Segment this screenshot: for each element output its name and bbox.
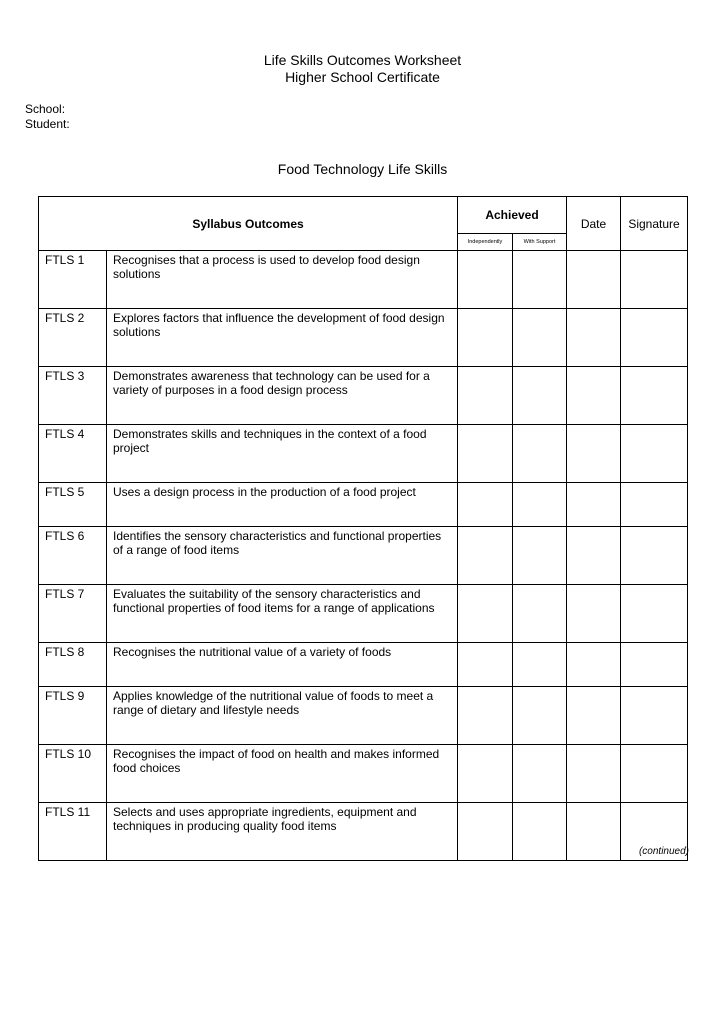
outcome-code: FTLS 9 xyxy=(39,687,107,745)
worksheet-title: Life Skills Outcomes Worksheet xyxy=(263,52,462,68)
outcome-description: Uses a design process in the production of a food project xyxy=(107,483,458,527)
signature-cell[interactable] xyxy=(621,367,688,425)
table-row xyxy=(39,585,688,643)
independently-header: Independently xyxy=(458,234,513,251)
with-support-cell[interactable] xyxy=(513,687,567,745)
independently-cell[interactable] xyxy=(458,425,513,483)
signature-cell[interactable] xyxy=(621,643,688,687)
outcome-code: FTLS 8 xyxy=(39,643,107,687)
outcome-code: FTLS 2 xyxy=(39,309,107,367)
outcome-description: Recognises that a process is used to develop food design solutions xyxy=(107,251,458,309)
independently-cell[interactable] xyxy=(458,585,513,643)
outcome-description: Recognises the impact of food on health and makes informed food choices xyxy=(107,745,458,803)
independently-cell[interactable] xyxy=(458,745,513,803)
date-cell[interactable] xyxy=(567,687,621,745)
worksheet-subtitle: Higher School Certificate xyxy=(285,69,440,85)
outcome-description: Selects and uses appropriate ingredients, equipment and techniques in producing quality food items xyxy=(107,803,458,861)
outcomes-table xyxy=(38,196,688,861)
date-cell[interactable] xyxy=(567,367,621,425)
independently-cell[interactable] xyxy=(458,367,513,425)
date-cell[interactable] xyxy=(567,585,621,643)
independently-cell[interactable] xyxy=(458,643,513,687)
outcome-code: FTLS 4 xyxy=(39,425,107,483)
signature-cell[interactable] xyxy=(621,425,688,483)
date-cell[interactable] xyxy=(567,745,621,803)
with-support-cell[interactable] xyxy=(513,585,567,643)
signature-cell[interactable] xyxy=(621,251,688,309)
section-title: Food Technology Life Skills xyxy=(277,161,448,177)
table-row xyxy=(39,309,688,367)
with-support-cell[interactable] xyxy=(513,643,567,687)
with-support-cell[interactable] xyxy=(513,483,567,527)
signature-cell[interactable] xyxy=(621,309,688,367)
table-row xyxy=(39,483,688,527)
signature-cell[interactable] xyxy=(621,483,688,527)
school-label: School: xyxy=(25,102,66,116)
independently-cell[interactable] xyxy=(458,309,513,367)
syllabus-outcomes-header: Syllabus Outcomes xyxy=(39,197,458,251)
date-cell[interactable] xyxy=(567,251,621,309)
signature-cell[interactable] xyxy=(621,745,688,803)
table-row xyxy=(39,425,688,483)
student-label: Student: xyxy=(25,117,70,131)
with-support-cell[interactable] xyxy=(513,527,567,585)
with-support-cell[interactable] xyxy=(513,803,567,861)
outcome-description: Demonstrates awareness that technology can be used for a variety of purposes in a food design process xyxy=(107,367,458,425)
date-cell[interactable] xyxy=(567,527,621,585)
table-row xyxy=(39,251,688,309)
outcome-code: FTLS 10 xyxy=(39,745,107,803)
table-row xyxy=(39,745,688,803)
with-support-cell[interactable] xyxy=(513,309,567,367)
signature-cell[interactable] xyxy=(621,527,688,585)
signature-cell[interactable] xyxy=(621,585,688,643)
achieved-header-label: Achieved xyxy=(485,208,539,222)
outcome-description: Applies knowledge of the nutritional value of foods to meet a range of dietary and lifestyle needs xyxy=(107,687,458,745)
signature-cell[interactable] xyxy=(621,687,688,745)
independently-cell[interactable] xyxy=(458,483,513,527)
outcome-code: FTLS 6 xyxy=(39,527,107,585)
achieved-header xyxy=(458,197,567,234)
outcome-code: FTLS 7 xyxy=(39,585,107,643)
with-support-cell[interactable] xyxy=(513,745,567,803)
outcome-code: FTLS 1 xyxy=(39,251,107,309)
with-support-header: With Support xyxy=(513,234,567,251)
table-row xyxy=(39,367,688,425)
with-support-cell[interactable] xyxy=(513,425,567,483)
outcome-code: FTLS 5 xyxy=(39,483,107,527)
date-cell[interactable] xyxy=(567,803,621,861)
table-row xyxy=(39,803,688,861)
independently-cell[interactable] xyxy=(458,251,513,309)
with-support-cell[interactable] xyxy=(513,367,567,425)
table-row xyxy=(39,527,688,585)
table-row xyxy=(39,643,688,687)
outcome-code: FTLS 11 xyxy=(39,803,107,861)
date-header: Date xyxy=(567,197,621,251)
date-cell[interactable] xyxy=(567,483,621,527)
date-cell[interactable] xyxy=(567,643,621,687)
independently-cell[interactable] xyxy=(458,803,513,861)
signature-header: Signature xyxy=(621,197,688,251)
date-cell[interactable] xyxy=(567,309,621,367)
table-row xyxy=(39,687,688,745)
date-cell[interactable] xyxy=(567,425,621,483)
outcome-code: FTLS 3 xyxy=(39,367,107,425)
outcome-description: Explores factors that influence the development of food design solutions xyxy=(107,309,458,367)
outcome-description: Demonstrates skills and techniques in the context of a food project xyxy=(107,425,458,483)
continued-note: (continued) xyxy=(638,846,689,857)
outcome-description: Recognises the nutritional value of a variety of foods xyxy=(107,643,458,687)
outcome-description: Evaluates the suitability of the sensory characteristics and functional properties of food items for a range of applications xyxy=(107,585,458,643)
independently-cell[interactable] xyxy=(458,527,513,585)
independently-cell[interactable] xyxy=(458,687,513,745)
with-support-cell[interactable] xyxy=(513,251,567,309)
outcome-description: Identifies the sensory characteristics and functional properties of a range of food items xyxy=(107,527,458,585)
